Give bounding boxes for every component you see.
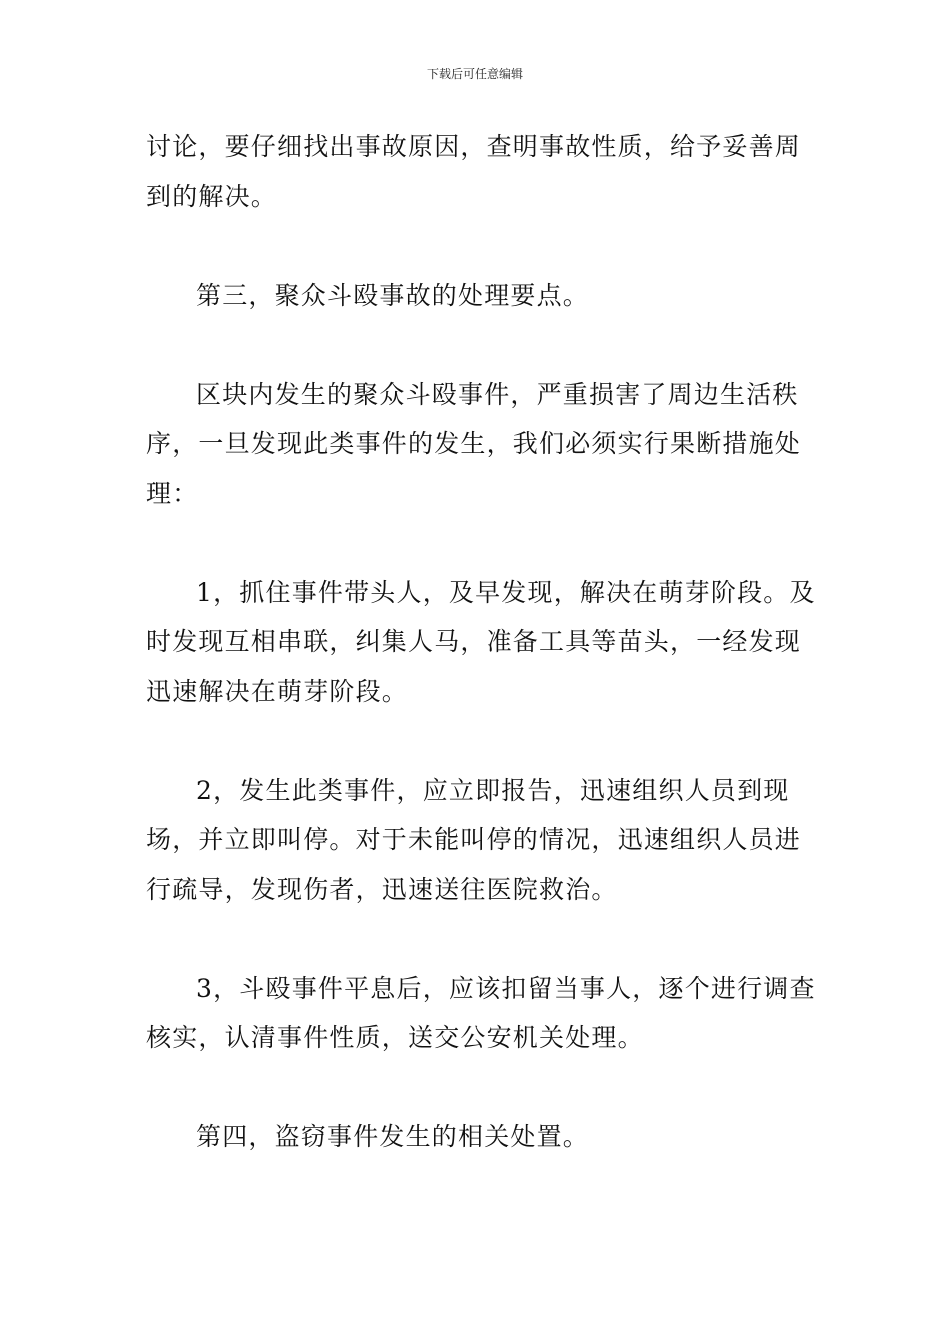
paragraph-section-four-heading: 第四，盗窃事件发生的相关处置。 [196,1122,590,1151]
paragraph-item-2: 2，发生此类事件，应立即报告，迅速组织人员到现场，并立即叫停。对于未能叫停的情况，迅速组织人员进行疏导，发现伤者，迅速送往医院救治。 [146,775,802,904]
paragraph-section-three-intro: 区块内发生的聚众斗殴事件，严重损害了周边生活秩序，一旦发现此类事件的发生，我们必须实行果断措施处理： [146,379,802,508]
paragraph-continued-discussion: 讨论，要仔细找出事故原因，查明事故性质，给予妥善周到的解决。 [146,132,802,211]
paragraph-item-1: 1，抓住事件带头人，及早发现，解决在萌芽阶段。及时发现互相串联，纠集人马，准备工具等苗头，一经发现迅速解决在萌芽阶段。 [146,577,816,706]
paragraph-section-three-heading: 第三，聚众斗殴事故的处理要点。 [196,280,590,310]
page-header: 下载后可任意编辑 [426,67,523,81]
document-body [146,122,826,1162]
paragraph-item-3: 3，斗殴事件平息后，应该扣留当事人，逐个进行调查核实，认清事件性质，送交公安机关处理。 [146,973,816,1052]
